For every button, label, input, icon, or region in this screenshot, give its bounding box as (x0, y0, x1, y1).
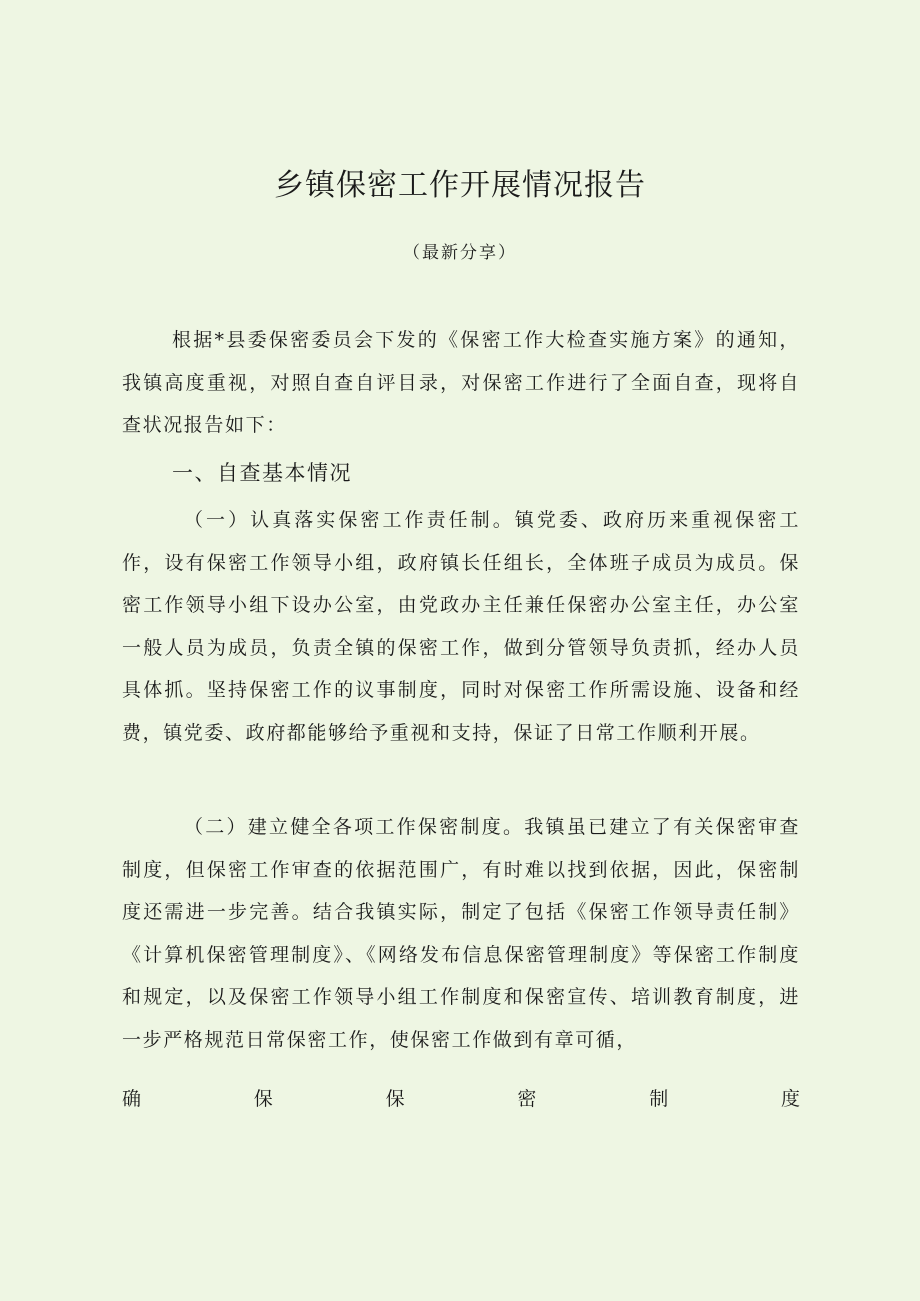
trailing-char: 制 (649, 1088, 669, 1110)
trailing-char: 密 (517, 1088, 537, 1110)
trailing-line (122, 1078, 800, 1120)
paragraph-responsibility: （一）认真落实保密工作责任制。镇党委、政府历来重视保密工作，设有保密工作领导小组，政府镇长任组长，全体班子成员为成员。保密工作领导小组下设办公室，由党政办主任兼任保密办公室主任，办公室一般人员为成员，负责全镇的保密工作，做到分管领导负责抓，经办人员具体抓。坚持保密工作的议事制度，同时对保密工作所需设施、设备和经费，镇党委、政府都能够给予重视和支持，保证了日常工作顺利开展。 (122, 509, 800, 744)
trailing-char: 度 (780, 1088, 800, 1110)
document-subtitle: （最新分享） (403, 243, 517, 263)
trailing-char: 确 (122, 1088, 142, 1110)
document-title: 乡镇保密工作开展情况报告 (274, 168, 646, 203)
section-heading: 一、自查基本情况 (172, 461, 352, 485)
trailing-char: 保 (385, 1088, 405, 1110)
intro-paragraph: 根据*县委保密委员会下发的《保密工作大检查实施方案》的通知，我镇高度重视，对照自查自评目录，对保密工作进行了全面自查，现将自查状况报告如下： (122, 329, 800, 436)
trailing-char: 保 (253, 1088, 273, 1110)
paragraph-regulations: （二）建立健全各项工作保密制度。我镇虽已建立了有关保密审查制度，但保密工作审查的依据范围广，有时难以找到依据，因此，保密制度还需进一步完善。结合我镇实际，制定了包括《保密工作领导责任制》《计算机保密管理制度》、《网络发布信息保密管理制度》等保密工作制度和规定，以及保密工作领导小组工作制度和保密宣传、培训教育制度，进一步严格规范日常保密工作，使保密工作做到有章可循， (122, 816, 800, 1051)
